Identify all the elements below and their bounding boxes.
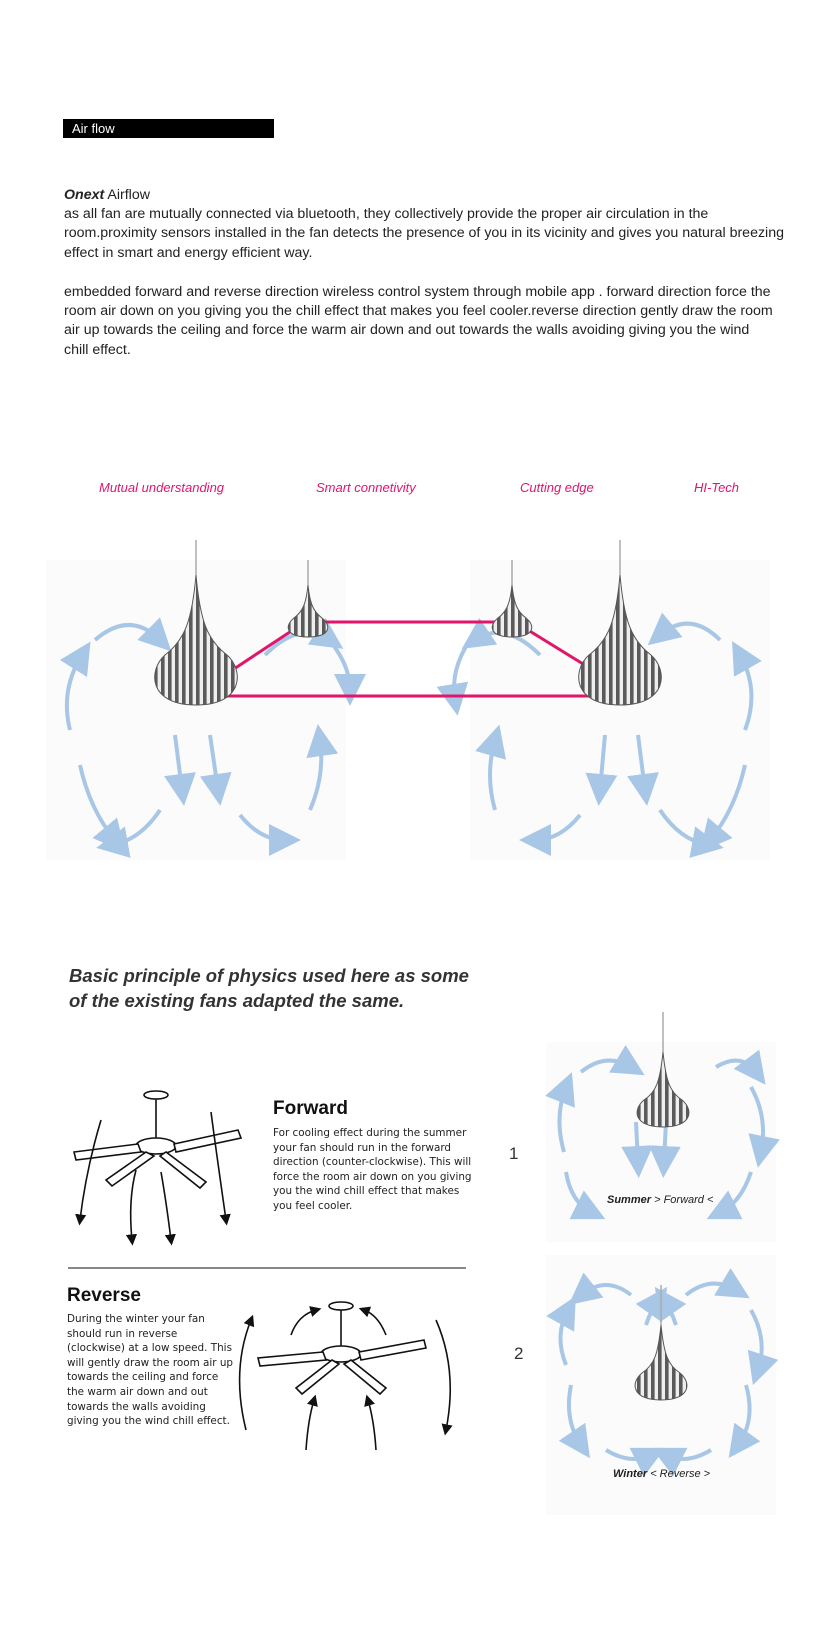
winter-direction: < Reverse > (650, 1468, 711, 1480)
forward-number: 1 (509, 1144, 519, 1163)
forward-title: Forward (273, 1098, 348, 1119)
forward-description: For cooling effect during the summer your fan should run in the forward direction (counter-clockwise). This will force the room air down on you giving you the wind chill effect that makes you feel cooler. (273, 1127, 472, 1212)
intro-text-1: as all fan are mutually connected via bluetooth, they collectively provide the proper air circulation in the room.proximity sensors installed in the fan detects the presence of you in its vicinity and gives you natural breezing effect in smart and energy efficient way. (64, 206, 784, 261)
section-divider (68, 1267, 466, 1269)
reverse-fan-diagram (236, 1300, 466, 1455)
intro-text-2: embedded forward and reverse direction wireless control system through mobile app . forward direction force the room air down on you giving you the chill effect that makes you feel cooler.reverse direction gently draw the room air up towards the ceiling and force the warm air down and out towards the walls avoiding giving you the wind chill effect. (64, 284, 773, 358)
reverse-description: During the winter your fan should run in reverse (clockwise) at a low speed. This will gently draw the room air up towards the ceiling and force the warm air down and out towards the walls avoiding giving you the wind chill effect. (67, 1313, 234, 1428)
summer-forward-illustration (546, 1012, 776, 1242)
forward-fan-diagram (66, 1090, 256, 1245)
intro-paragraph-2 (64, 283, 776, 360)
summer-label: Summer (607, 1194, 652, 1206)
feature-cutting-edge: Cutting edge (520, 480, 594, 495)
summer-direction: > Forward < (654, 1194, 714, 1206)
intro-title: Airflow (107, 187, 150, 203)
summer-caption (607, 1194, 713, 1206)
intro-paragraph-1 (64, 186, 784, 263)
feature-hi-tech: HI-Tech (694, 480, 740, 495)
feature-smart-connectivity: Smart connetivity (316, 480, 416, 495)
winter-caption (613, 1468, 710, 1480)
reverse-number: 2 (514, 1344, 524, 1363)
reverse-title: Reverse (67, 1285, 141, 1306)
brand-name: Onext (64, 187, 105, 203)
fan-network-illustration (0, 540, 818, 880)
section-banner: Air flow (63, 119, 274, 138)
physics-heading: Basic principle of physics used here as some of the existing fans adapted the same. (69, 965, 469, 1011)
winter-label: Winter (613, 1468, 648, 1480)
feature-mutual-understanding: Mutual understanding (99, 480, 225, 495)
